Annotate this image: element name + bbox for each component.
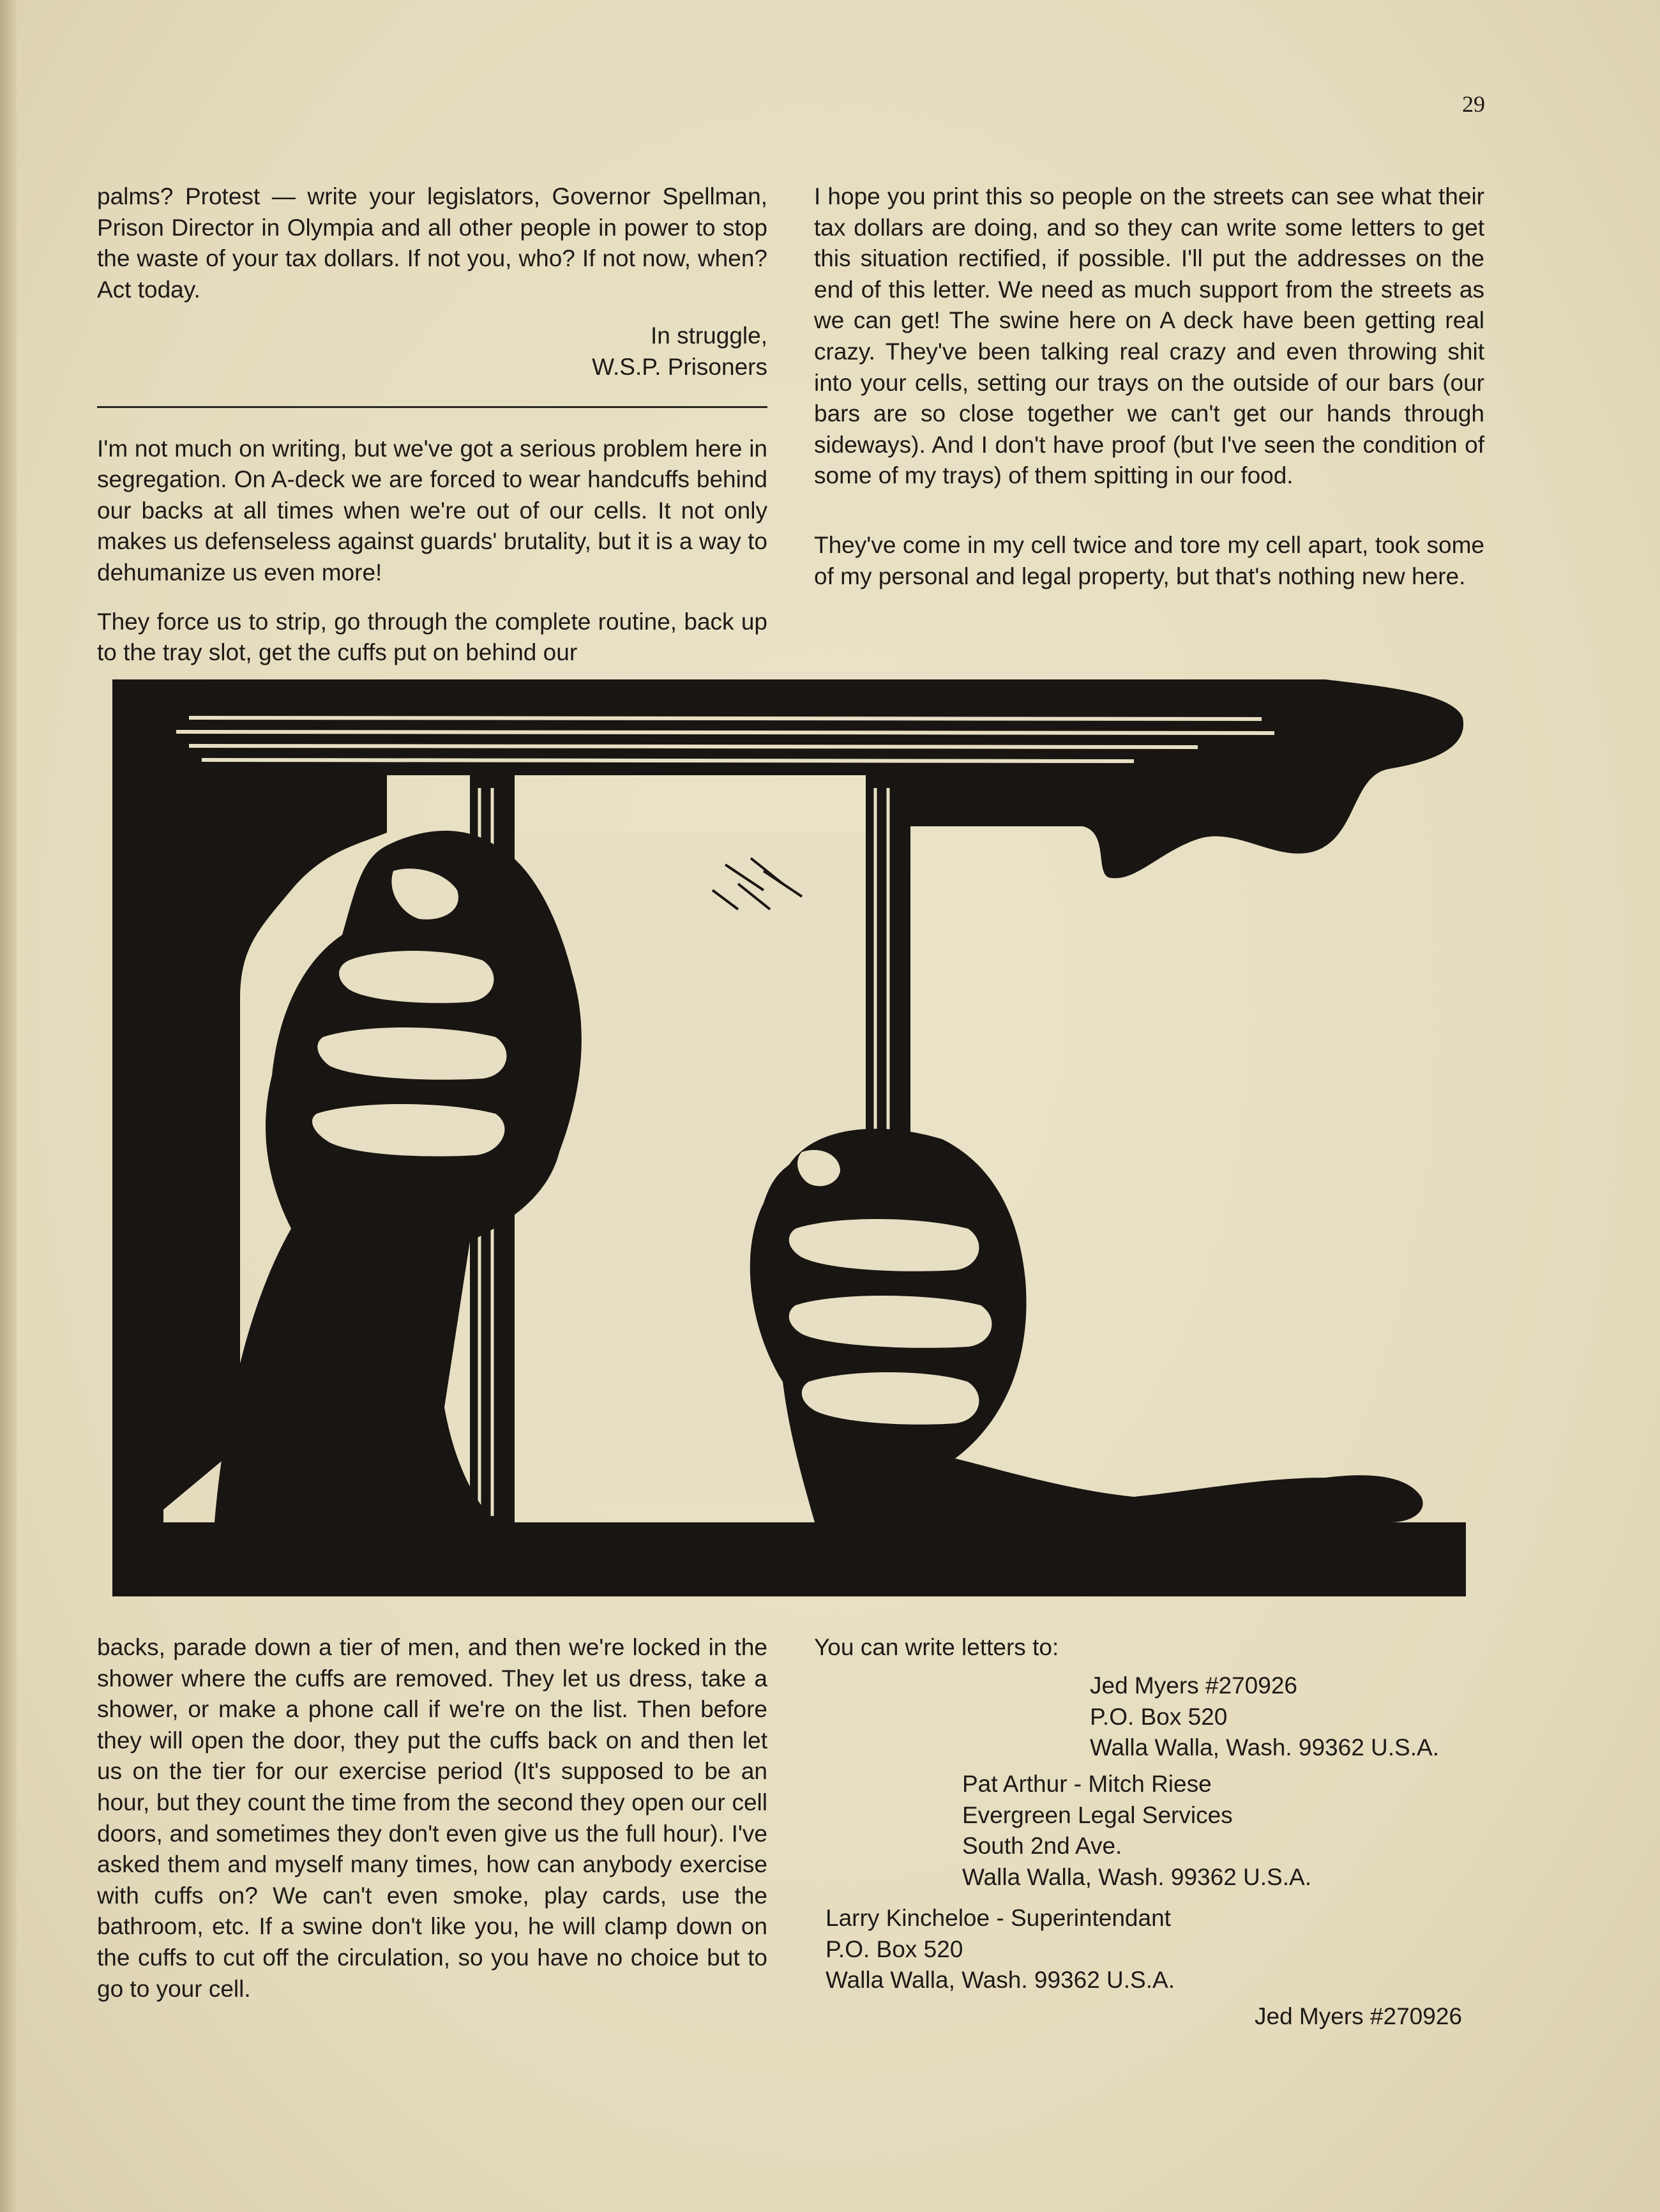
cell-search-paragraph: They've come in my cell twice and tore my cell apart, took some of my personal and legal property, but that's nothing new here. xyxy=(814,531,1484,589)
signoff-line-2: W.S.P. Prisoners xyxy=(592,353,767,380)
print-this-paragraph: I hope you print this so people on the streets can see what their tax dollars are doing, and so they can write some letters to get this situation rectified, if possible. I'll put the addresses on the end of this letter. We need as much support from the streets as we can get! The swine here on A deck have been getting real crazy. They've been talking real crazy and even throwing shit into your cells, setting our trays on the outside of our bars (our bars are so close together we can't get our hands through sideways). And I don't have proof (but I've seen the condition of some of my trays) of them spitting in our food. xyxy=(814,183,1484,489)
left-column-bottom xyxy=(97,1632,767,2004)
right-column-top xyxy=(814,181,1484,592)
protest-paragraph: palms? Protest — write your legislators, Governor Spellman, Prison Director in Olympia and all other people in power to stop the waste of your tax dollars. If not you, who? If not now, when? Act today. xyxy=(97,183,767,303)
segregation-paragraph: I'm not much on writing, but we've got a serious problem here in segregation. On A-deck we are forced to wear handcuffs behind our backs at all times when we're out of our cells. It not only makes us defenseless against guards' brutality, but it is a way to dehumanize us even more! xyxy=(97,435,767,586)
signoff-line-1: In struggle, xyxy=(650,322,767,349)
address-3-line: Walla Walla, Wash. 99362 U.S.A. xyxy=(826,1967,1175,1994)
left-column-top xyxy=(97,181,767,669)
address-2-line: Pat Arthur - Mitch Riese xyxy=(962,1771,1212,1797)
section-divider xyxy=(97,406,767,408)
address-2-line: South 2nd Ave. xyxy=(962,1833,1122,1860)
page-number: 29 xyxy=(1462,91,1485,117)
address-1-line: Walla Walla, Wash. 99362 U.S.A. xyxy=(1090,1734,1439,1761)
letter-signature: Jed Myers #270926 xyxy=(1255,2003,1462,2029)
address-block-1 xyxy=(1090,1670,1439,1764)
page-spine-shadow xyxy=(0,0,17,2212)
strip-routine-paragraph: They force us to strip, go through the complete routine, back up to the tray slot, get the cuffs put on behind our xyxy=(97,608,767,666)
address-block-3 xyxy=(826,1903,1175,1996)
address-2-line: Evergreen Legal Services xyxy=(962,1801,1233,1828)
address-block-2 xyxy=(962,1769,1311,1893)
address-1-line: Jed Myers #270926 xyxy=(1090,1672,1297,1699)
address-1-line: P.O. Box 520 xyxy=(1090,1703,1228,1730)
write-letters-intro: You can write letters to: xyxy=(814,1634,1059,1660)
address-2-line: Walla Walla, Wash. 99362 U.S.A. xyxy=(962,1863,1311,1890)
shower-paragraph: backs, parade down a tier of men, and then we're locked in the shower where the cuffs are removed. They let us dress, take a shower, or make a phone call if we're on the list. Then before they will open the door, they put the cuffs back on and then let us on the tier for our exercise period (It's supposed to be an hour, but they count the time from the second they open our cell doors, and sometimes they don't even give us the full hour). I've asked them and myself many times, how can anybody exercise with cuffs on? We can't even smoke, play cards, use the bathroom, etc. If a swine don't like you, he will clamp down on the cuffs to cut off the circulation, so you have no choice but to go to your cell. xyxy=(97,1634,767,2002)
address-3-line: Larry Kincheloe - Superintendant xyxy=(826,1905,1171,1931)
address-3-line: P.O. Box 520 xyxy=(826,1936,963,1962)
signoff xyxy=(97,321,767,383)
hands-gripping-bars-illustration xyxy=(112,679,1466,1596)
